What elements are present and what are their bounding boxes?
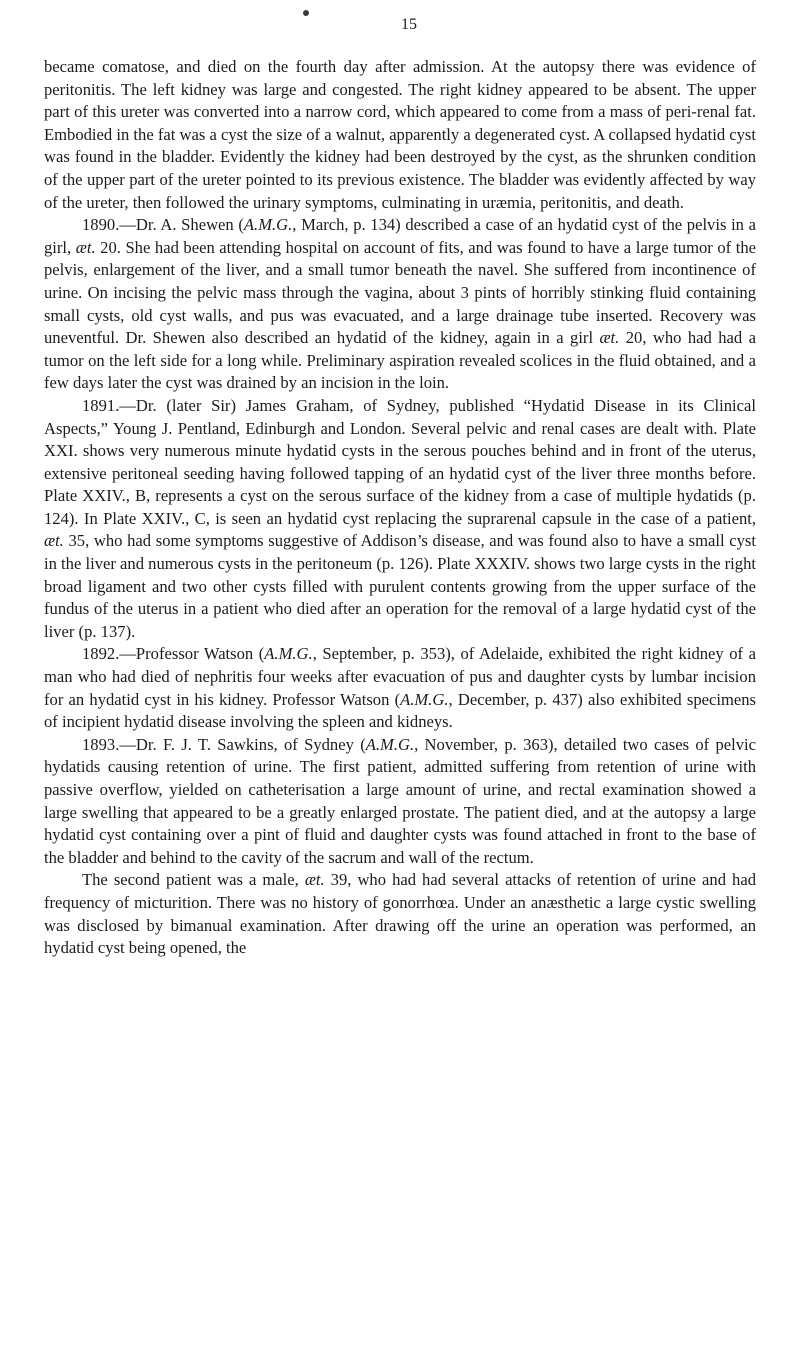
italic-run: A.M.G. [264, 644, 313, 664]
body-text [44, 56, 756, 960]
text-run: 1891.—Dr. (later Sir) James Graham, of Sydney, published “Hydatid Disease in its Clinical Aspects,” Young J. Pentland, Edinburgh and London. Several pelvic and renal cases are dealt with. Plate XXI. shows very numerous minute hydatid cysts in the serous pouches behind and in front of the uterus, extensive peritoneal seeding having followed tapping of an hydatid cyst of the liver three months before. Plate XXIV., B, represents a cyst on the serous surface of the kidney from a case of multiple hydatids (p. 124). In Plate XXIV., C, is seen an hydatid cyst replacing the suprarenal capsule in the case of a patient, [44, 395, 756, 528]
paragraph-1892 [44, 643, 756, 733]
text-run: , March, p. 134) described a case of an hydatid cyst of the pelvis in a girl, [44, 215, 756, 257]
paragraph-1890 [44, 214, 756, 395]
italic-run: æt. [304, 870, 325, 890]
paragraph-1891 [44, 395, 756, 644]
paragraph-1893 [44, 734, 756, 870]
ink-dot [303, 10, 309, 16]
text-run: 20. She had been attending hospital on account of fits, and was found to have a large tumor of the pelvis, enlargement of the liver, and a small tumor beneath the navel. She suffered from incontinence of urine. On incising the pelvic mass through the vagina, about 3 pints of horribly stinking fluid containing small cysts, old cyst walls, and pus was evacuated, and a large drainage tube inserted. Recovery was uneventful. Dr. Shewen also described an hydatid of the kidney, again in a girl [44, 237, 757, 348]
paragraph-continuation [44, 56, 756, 214]
text-run: became comatose, and died on the fourth day after admission. At the autopsy there was evidence of peritonitis. The left kidney was large and congested. The right kidney appeared to be absent. The upper part of this ureter was converted into a narrow cord, which appeared to come from a mass of peri-renal fat. Embodied in the fat was a cyst the size of a walnut, apparently a degenerated cyst. A collapsed hydatid cyst was found in the bladder. Evidently the kidney had been destroyed by the cyst, as the shrunken condition of the upper part of the ureter pointed to its previous existence. The bladder was evidently affected by way of the ureter, then followed the urinary symptoms, culminating in uræmia, peritonitis, and death. [44, 57, 756, 212]
text-run: The second patient was a male, [82, 870, 305, 890]
text-run: , November, p. 363), detailed two cases of pelvic hydatids causing retention of urine. The first patient, admitted suffering from retention of urine with passive overflow, yielded on catheterisation a large amount of urine, and rectal examination showed a large swelling that appeared to be a greatly enlarged prostate. The patient died, and at the autopsy a large hydatid cyst containing over a pint of fluid and daughter cysts was found attached in front to the base of the bladder and behind to the cavity of the sacrum and wall of the rectum. [44, 734, 756, 867]
text-run: 20, who had had a tumor on the left side for a long while. Preliminary aspiration revealed scolices in the fluid obtained, and a few days later the cyst was drained by an incision in the loin. [44, 328, 756, 393]
text-run: , September, p. 353), of Adelaide, exhibited the right kidney of a man who had died of nephritis four weeks after evacuation of pus and daughter cysts by lumbar incision for an hydatid cyst in his kidney. Professor Watson ( [44, 644, 756, 709]
text-run: , December, p. 437) also exhibited specimens of incipient hydatid disease involving the spleen and kidneys. [44, 689, 756, 732]
text-run: 1892.—Professor Watson ( [82, 644, 265, 664]
italic-run: A.M.G. [400, 689, 449, 709]
text-run: 1890.—Dr. A. Shewen ( [82, 215, 244, 235]
text-run: 35, who had some symptoms suggestive of Addison’s disease, and was found also to have a small cyst in the liver and numerous cysts in the peritoneum (p. 126). Plate XXXIV. shows two large cysts in the right broad ligament and two other cysts filled with purulent contents growing from the upper surface of the fundus of the uterus in a patient who died after an operation for the removal of a large hydatid cyst of the liver (p. 137). [44, 531, 756, 641]
italic-run: æt. [75, 237, 96, 257]
italic-run: A.M.G. [243, 215, 293, 235]
page-number: 15 [401, 16, 417, 33]
paragraph-second-patient [44, 869, 756, 959]
italic-run: æt. [44, 531, 64, 551]
text-run: 39, who had had several attacks of retention of urine and had frequency of micturition. There was no history of gonorrhœa. Under an anæsthetic a large cystic swelling was disclosed by bimanual examination. After drawing off the urine an operation was performed, an hydatid cyst being opened, the [44, 870, 756, 958]
text-run: 1893.—Dr. F. J. T. Sawkins, of Sydney ( [82, 734, 366, 754]
italic-run: æt. [599, 328, 620, 348]
italic-run: A.M.G. [365, 734, 415, 754]
